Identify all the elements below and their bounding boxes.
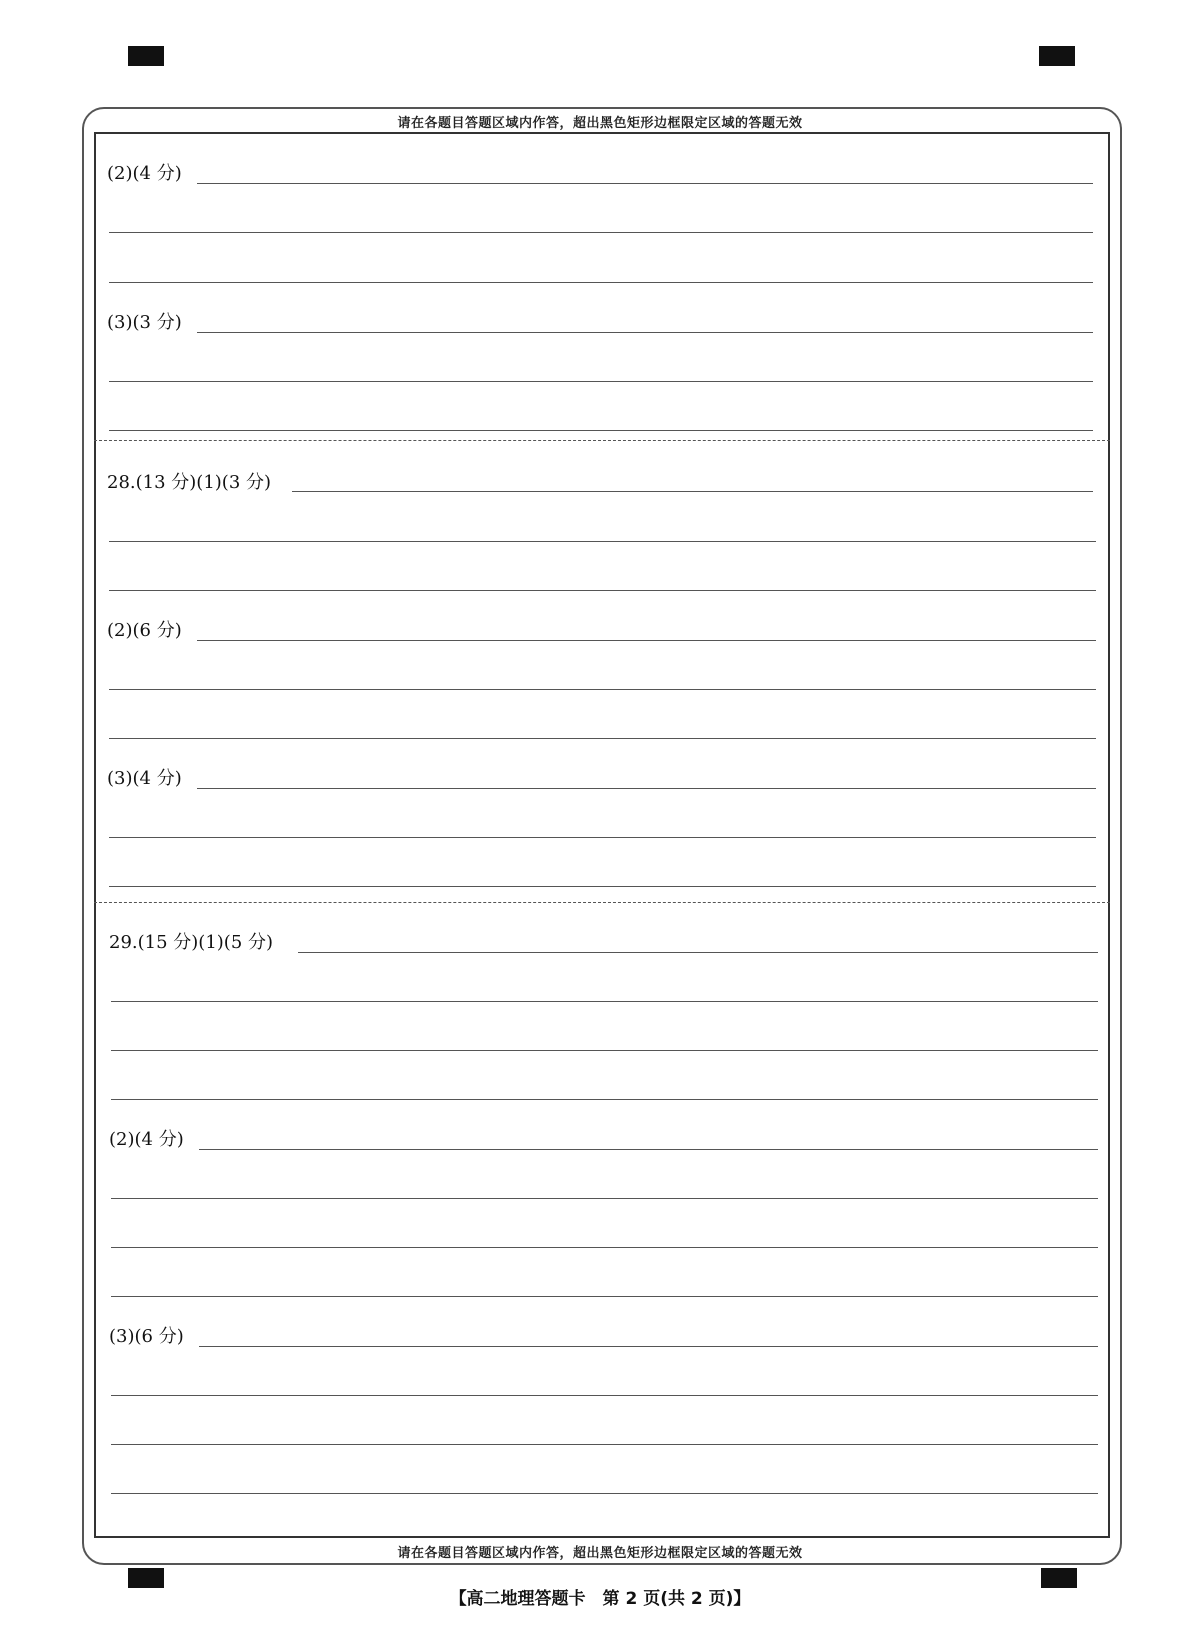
notice-top: 请在各题目答题区域内作答，超出黑色矩形边框限定区域的答题无效 [397, 116, 803, 131]
answer-line[interactable] [111, 1050, 1098, 1051]
answer-line[interactable] [109, 738, 1096, 739]
answer-line[interactable] [109, 689, 1096, 690]
notice-bottom: 请在各题目答题区域内作答，超出黑色矩形边框限定区域的答题无效 [397, 1546, 803, 1561]
question-29-part-1-label: 29.(15 分)(1)(5 分) [109, 932, 274, 953]
question-27-part-3-label: (3)(3 分) [107, 312, 182, 333]
question-27-part-2-label: (2)(4 分) [107, 163, 182, 184]
answer-line[interactable] [109, 837, 1096, 838]
answer-line[interactable] [111, 1444, 1098, 1445]
answer-line[interactable] [197, 183, 1093, 184]
answer-line[interactable] [292, 491, 1093, 492]
answer-line[interactable] [111, 1296, 1098, 1297]
answer-area-frame [94, 132, 1110, 1538]
answer-line[interactable] [111, 1198, 1098, 1199]
answer-line[interactable] [109, 541, 1096, 542]
answer-line[interactable] [111, 1395, 1098, 1396]
answer-line[interactable] [111, 1001, 1098, 1002]
answer-line[interactable] [199, 1149, 1098, 1150]
answer-line[interactable] [111, 1493, 1098, 1494]
answer-line[interactable] [298, 952, 1098, 953]
registration-mark-top-right [1039, 46, 1075, 66]
page-footer: 【高二地理答题卡 第 2 页(共 2 页)】 [449, 1589, 751, 1609]
answer-line[interactable] [109, 232, 1093, 233]
answer-line[interactable] [109, 381, 1093, 382]
question-28-part-3-label: (3)(4 分) [107, 768, 182, 789]
answer-line[interactable] [197, 640, 1096, 641]
question-28-part-2-label: (2)(6 分) [107, 620, 182, 641]
question-29-part-2-label: (2)(4 分) [109, 1129, 184, 1150]
answer-line[interactable] [109, 430, 1093, 431]
answer-line[interactable] [109, 590, 1096, 591]
question-28-part-1-label: 28.(13 分)(1)(3 分) [107, 472, 272, 493]
answer-line[interactable] [109, 886, 1096, 887]
answer-line[interactable] [109, 282, 1093, 283]
question-29-part-3-label: (3)(6 分) [109, 1326, 184, 1347]
section-divider [94, 902, 1110, 903]
registration-mark-top-left [128, 46, 164, 66]
answer-line[interactable] [199, 1346, 1098, 1347]
section-divider [94, 440, 1110, 441]
answer-line[interactable] [197, 332, 1093, 333]
answer-line[interactable] [111, 1247, 1098, 1248]
answer-line[interactable] [197, 788, 1096, 789]
answer-line[interactable] [111, 1099, 1098, 1100]
